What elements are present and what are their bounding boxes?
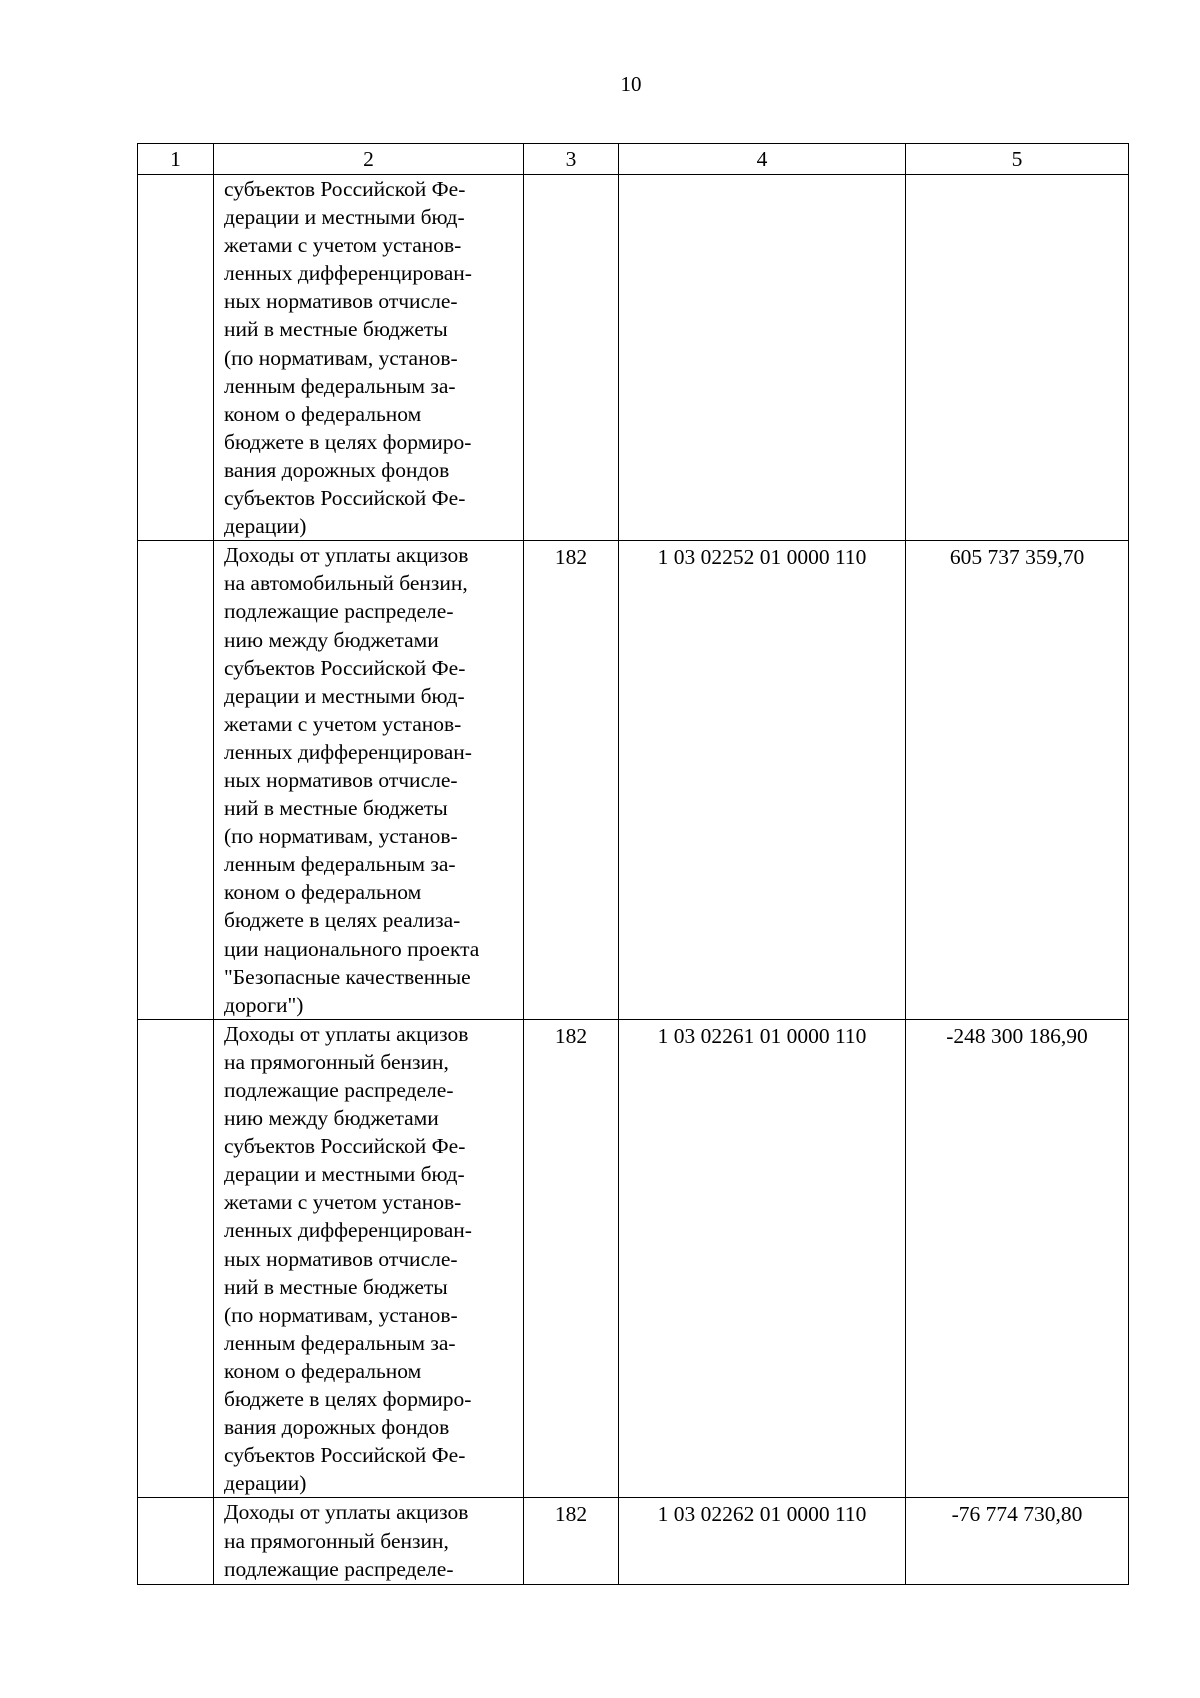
- amount-cell: -248 300 186,90: [906, 1019, 1129, 1498]
- description-line: ленным федеральным за-: [224, 1330, 456, 1355]
- description-line: жетами с учетом установ-: [224, 233, 462, 258]
- description-line: ленным федеральным за-: [224, 852, 456, 877]
- description-line: на автомобильный бензин,: [224, 571, 468, 596]
- description-line: коном о федеральном: [224, 1358, 422, 1383]
- description-line: (по нормативам, установ-: [224, 345, 458, 370]
- description-cell: [214, 1019, 524, 1498]
- kbk-code-cell: [619, 175, 906, 541]
- description-line: ции национального проекта: [224, 936, 480, 961]
- column-header: 1: [138, 144, 214, 175]
- description-line: Доходы от уплаты акцизов: [224, 1021, 469, 1046]
- column-header: 2: [214, 144, 524, 175]
- description-cell: [214, 541, 524, 1020]
- description-line: на прямогонный бензин,: [224, 1528, 449, 1553]
- description-line: вания дорожных фондов: [224, 457, 450, 482]
- description-line: ленных дифференцирован-: [224, 739, 472, 764]
- description-line: бюджете в целях формиро-: [224, 1387, 472, 1412]
- description-line: ний в местные бюджеты: [224, 1274, 448, 1299]
- description-line: ных нормативов отчисле-: [224, 1246, 458, 1271]
- description-line: подлежащие распределе-: [224, 599, 454, 624]
- description-line: вания дорожных фондов: [224, 1415, 450, 1440]
- description-line: дороги"): [224, 992, 304, 1017]
- description-line: коном о федеральном: [224, 401, 422, 426]
- description-line: подлежащие распределе-: [224, 1078, 454, 1102]
- row-number-cell: [138, 1498, 214, 1585]
- description-line: дерации): [224, 514, 307, 539]
- description-line: "Безопасные качественные: [224, 964, 471, 989]
- table-row: [138, 1019, 1129, 1498]
- row-number-cell: [138, 1019, 214, 1498]
- description-line: ных нормативов отчисле-: [224, 289, 458, 314]
- description-line: дерации): [224, 1471, 307, 1496]
- description-line: на прямогонный бензин,: [224, 1049, 449, 1074]
- description-line: бюджете в целях реализа-: [224, 908, 461, 933]
- description-line: (по нормативам, установ-: [224, 1302, 458, 1327]
- description-line: дерации и местными бюд-: [224, 205, 465, 230]
- row-number-cell: [138, 541, 214, 1020]
- description-line: субъектов Российской Фе-: [224, 1134, 466, 1159]
- description-line: (по нормативам, установ-: [224, 824, 458, 849]
- description-line: ных нормативов отчисле-: [224, 767, 458, 792]
- amount-cell: -76 774 730,80: [906, 1498, 1129, 1585]
- description-line: дерации и местными бюд-: [224, 683, 465, 708]
- description-line: Доходы от уплаты акцизов: [224, 543, 469, 568]
- revenue-table: [137, 143, 1129, 1585]
- amount-cell: [906, 175, 1129, 541]
- description-line: субъектов Российской Фе-: [224, 486, 466, 511]
- column-header: 5: [906, 144, 1129, 175]
- description-line: субъектов Российской Фе-: [224, 177, 466, 201]
- description-line: жетами с учетом установ-: [224, 711, 462, 736]
- row-number-cell: [138, 175, 214, 541]
- admin-code-cell: 182: [524, 1019, 619, 1498]
- table-header-row: [138, 144, 1129, 175]
- description-line: субъектов Российской Фе-: [224, 1443, 466, 1468]
- description-cell: [214, 175, 524, 541]
- description-cell: [214, 1498, 524, 1585]
- admin-code-cell: [524, 175, 619, 541]
- kbk-code-cell: 1 03 02261 01 0000 110: [619, 1019, 906, 1498]
- table-row: [138, 1498, 1129, 1585]
- description-line: дерации и местными бюд-: [224, 1162, 465, 1187]
- description-line: ленных дифференцирован-: [224, 1218, 472, 1243]
- description-line: ленных дифференцирован-: [224, 261, 472, 286]
- column-header: 3: [524, 144, 619, 175]
- description-line: ний в местные бюджеты: [224, 796, 448, 821]
- kbk-code-cell: 1 03 02262 01 0000 110: [619, 1498, 906, 1585]
- description-line: ленным федеральным за-: [224, 373, 456, 398]
- description-line: ний в местные бюджеты: [224, 317, 448, 342]
- description-line: Доходы от уплаты акцизов: [224, 1500, 469, 1525]
- admin-code-cell: 182: [524, 1498, 619, 1585]
- kbk-code-cell: 1 03 02252 01 0000 110: [619, 541, 906, 1020]
- admin-code-cell: 182: [524, 541, 619, 1020]
- description-line: жетами с учетом установ-: [224, 1190, 462, 1215]
- description-line: бюджете в целях формиро-: [224, 429, 472, 454]
- description-line: коном о федеральном: [224, 880, 422, 905]
- description-line: подлежащие распределе-: [224, 1556, 454, 1581]
- column-header: 4: [619, 144, 906, 175]
- description-line: субъектов Российской Фе-: [224, 655, 466, 680]
- table-row: [138, 541, 1129, 1020]
- description-line: нию между бюджетами: [224, 627, 439, 652]
- amount-cell: 605 737 359,70: [906, 541, 1129, 1020]
- page-number: 10: [620, 72, 642, 96]
- table-row: [138, 175, 1129, 541]
- description-line: нию между бюджетами: [224, 1106, 439, 1131]
